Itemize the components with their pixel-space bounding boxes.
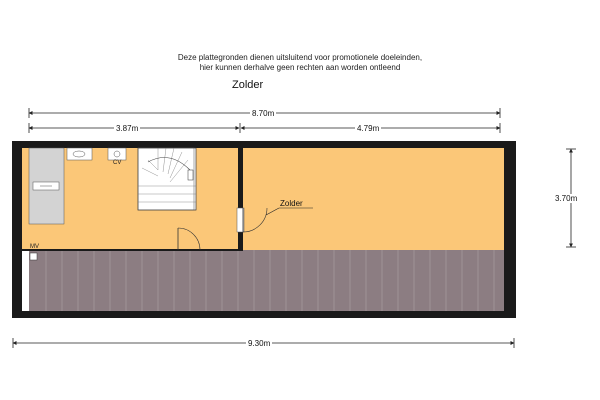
dimension-line-sections [29,123,500,133]
left-wall-strip [22,250,29,311]
staircase [138,148,196,210]
mv-unit-icon [30,253,37,260]
dimension-overall-top: 8.70m [252,109,275,118]
dimension-left-section: 3.87m [116,124,139,133]
floor-area [22,148,504,250]
dimension-right-section: 4.79m [357,124,380,133]
cv-boiler-icon [108,148,126,160]
dimension-depth: 3.70m [555,194,578,203]
floor-title: Zolder [232,79,264,91]
cv-label: CV [113,160,122,166]
disclaimer-line-1: Deze plattegronden dienen uitsluitend voor promotionele doeleinden, [177,53,423,62]
washbasin-unit [29,148,64,224]
interior-wall-vertical [238,148,243,250]
dimension-overall-bottom: 9.30m [248,339,271,348]
room-label-zolder: Zolder [280,199,303,208]
roof-slope-area [29,250,504,311]
sink-icon [67,148,92,160]
mv-label: MV [30,244,39,250]
disclaimer-line-2: hier kunnen derhalve geen rechten aan worden ontleend [199,63,401,72]
